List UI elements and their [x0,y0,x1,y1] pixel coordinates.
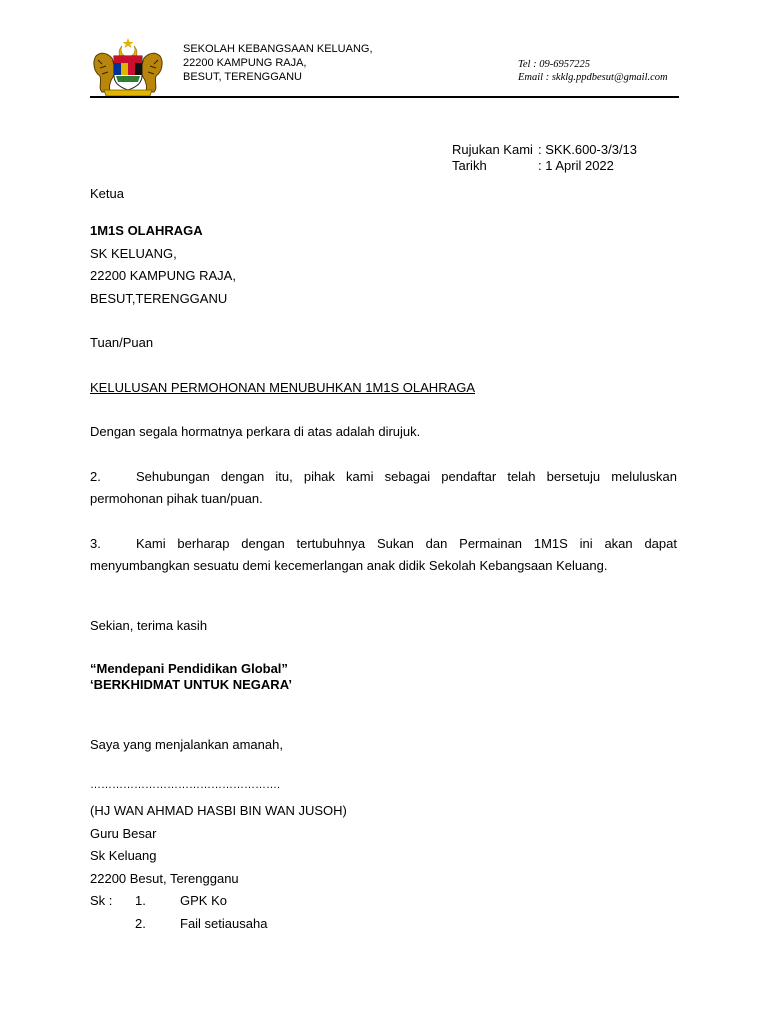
cc-label: Sk : [90,893,113,908]
cc-item-1 [90,893,227,908]
recipient-name: 1M1S OLAHRAGA [90,223,203,238]
date-label: Tarikh [452,158,487,173]
signatory-position: Guru Besar [90,826,157,841]
school-address-block [183,42,373,84]
header-divider [90,96,679,98]
recipient-line1: SK KELUANG, [90,246,177,261]
motto-line2: ‘BERKHIDMAT UNTUK NEGARA’ [90,677,292,692]
paragraph-3-number: 3. [90,536,101,551]
cc-item-text: Fail setiausaha [180,916,268,931]
paragraph-1: Dengan segala hormatnya perkara di atas adalah dirujuk. [90,424,421,439]
reference-block [452,142,637,174]
school-address-line1: 22200 KAMPUNG RAJA, [183,57,307,69]
subject-line: KELULUSAN PERMOHONAN MENUBUHKAN 1M1S OLAHRAGA [90,380,476,395]
motto-line1: “Mendepani Pendidikan Global” [90,661,288,676]
cc-item-number: 2. [135,916,146,931]
contact-block [518,58,668,84]
signatory-school: Sk Keluang [90,848,157,863]
cc-item-text: GPK Ko [180,893,227,908]
recipient-title: Ketua [90,186,124,201]
paragraph-3-text: Kami berharap dengan tertubuhnya Sukan dan Permainan 1M1S ini akan dapat menyumbangkan sesuatu demi kecemerlangan anak didik Sekolah Kebangsaan Keluang. [90,536,677,573]
paragraph-3 [90,533,677,577]
signatory-name: (HJ WAN AHMAD HASBI BIN WAN JUSOH) [90,803,347,818]
closing-thanks: Sekian, terima kasih [90,618,208,633]
trust-statement: Saya yang menjalankan amanah, [90,737,283,752]
paragraph-2-text: Sehubungan dengan itu, pihak kami sebagai pendaftar telah bersetuju meluluskan permohonan pihak tuan/puan. [90,469,677,506]
reference-value: : SKK.600-3/3/13 [538,142,638,157]
salutation: Tuan/Puan [90,335,154,350]
school-address-line2: BESUT, TERENGGANU [183,71,302,83]
signatory-address: 22200 Besut, Terengganu [90,871,239,886]
paragraph-2 [90,466,677,510]
recipient-line2: 22200 KAMPUNG RAJA, [90,268,236,283]
school-crest-logo [88,36,168,98]
telephone: Tel : 09-6957225 [518,59,590,70]
date-value: : 1 April 2022 [538,158,614,173]
signature-line: ……………………………………………. [90,779,281,791]
cc-item-number: 1. [135,893,146,908]
cc-item-2 [90,916,267,931]
email: Email : skklg.ppdbesut@gmail.com [518,72,668,83]
recipient-line3: BESUT,TERENGGANU [90,291,228,306]
school-name: SEKOLAH KEBANGSAAN KELUANG, [183,43,373,55]
paragraph-2-number: 2. [90,469,101,484]
reference-label: Rujukan Kami [452,142,533,157]
